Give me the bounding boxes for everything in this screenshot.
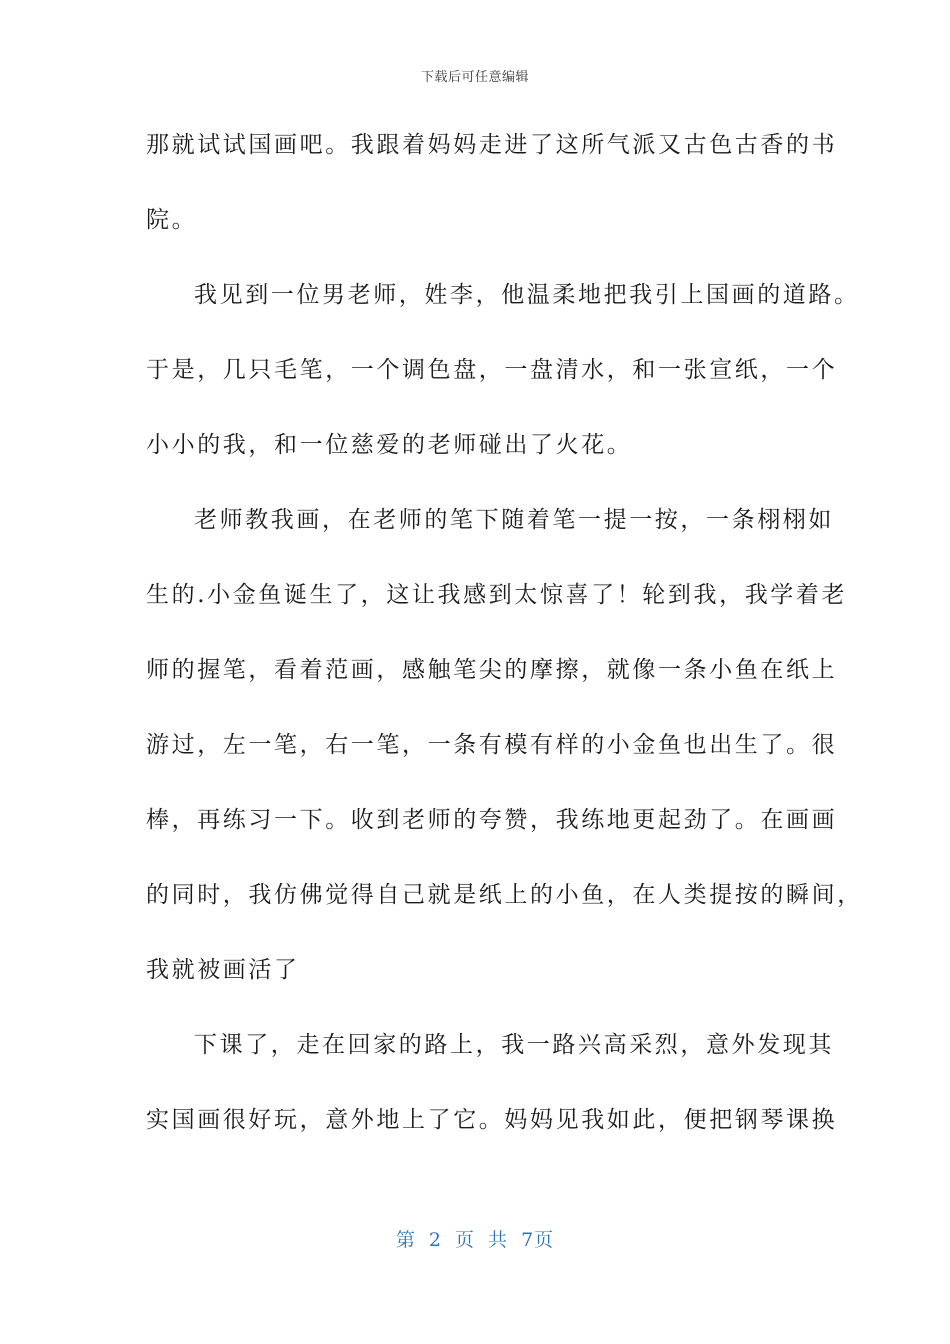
text-line: 小小的我，和一位慈爱的老师碰出了火花。: [146, 432, 633, 458]
text-line: 我就被画活了: [146, 957, 300, 983]
text-line: 棒，再练习一下。收到老师的夸赞，我练地更起劲了。在画画: [146, 807, 838, 833]
text-line: 于是，几只毛笔，一个调色盘，一盘清水，和一张宣纸，一个: [146, 357, 838, 383]
text-line: 院。: [146, 207, 198, 233]
text-line: 老师教我画，在老师的笔下随着笔一提一按，一条栩栩如: [194, 507, 834, 533]
text-line: 我见到一位男老师，姓李，他温柔地把我引上国画的道路。: [194, 282, 860, 308]
page-number-footer: 第 2 页 共 7页: [395, 1229, 555, 1251]
text-line: 的同时，我仿佛觉得自己就是纸上的小鱼，在人类提按的瞬间，: [146, 882, 863, 908]
text-line: 那就试试国画吧。我跟着妈妈走进了这所气派又古色古香的书: [146, 132, 838, 158]
text-line: 师的握笔，看着范画，感触笔尖的摩擦，就像一条小鱼在纸上: [146, 657, 838, 683]
text-line: 下课了，走在回家的路上，我一路兴高采烈，意外发现其: [194, 1032, 834, 1058]
text-line: 生的.小金鱼诞生了，这让我感到太惊喜了！轮到我，我学着老: [146, 582, 848, 608]
text-line: 游过，左一笔，右一笔，一条有模有样的小金鱼也出生了。很: [146, 732, 838, 758]
text-line: 实国画很好玩，意外地上了它。妈妈见我如此，便把钢琴课换: [146, 1107, 838, 1133]
page-header: 下载后可任意编辑: [420, 70, 529, 85]
document-body: [146, 126, 863, 1176]
